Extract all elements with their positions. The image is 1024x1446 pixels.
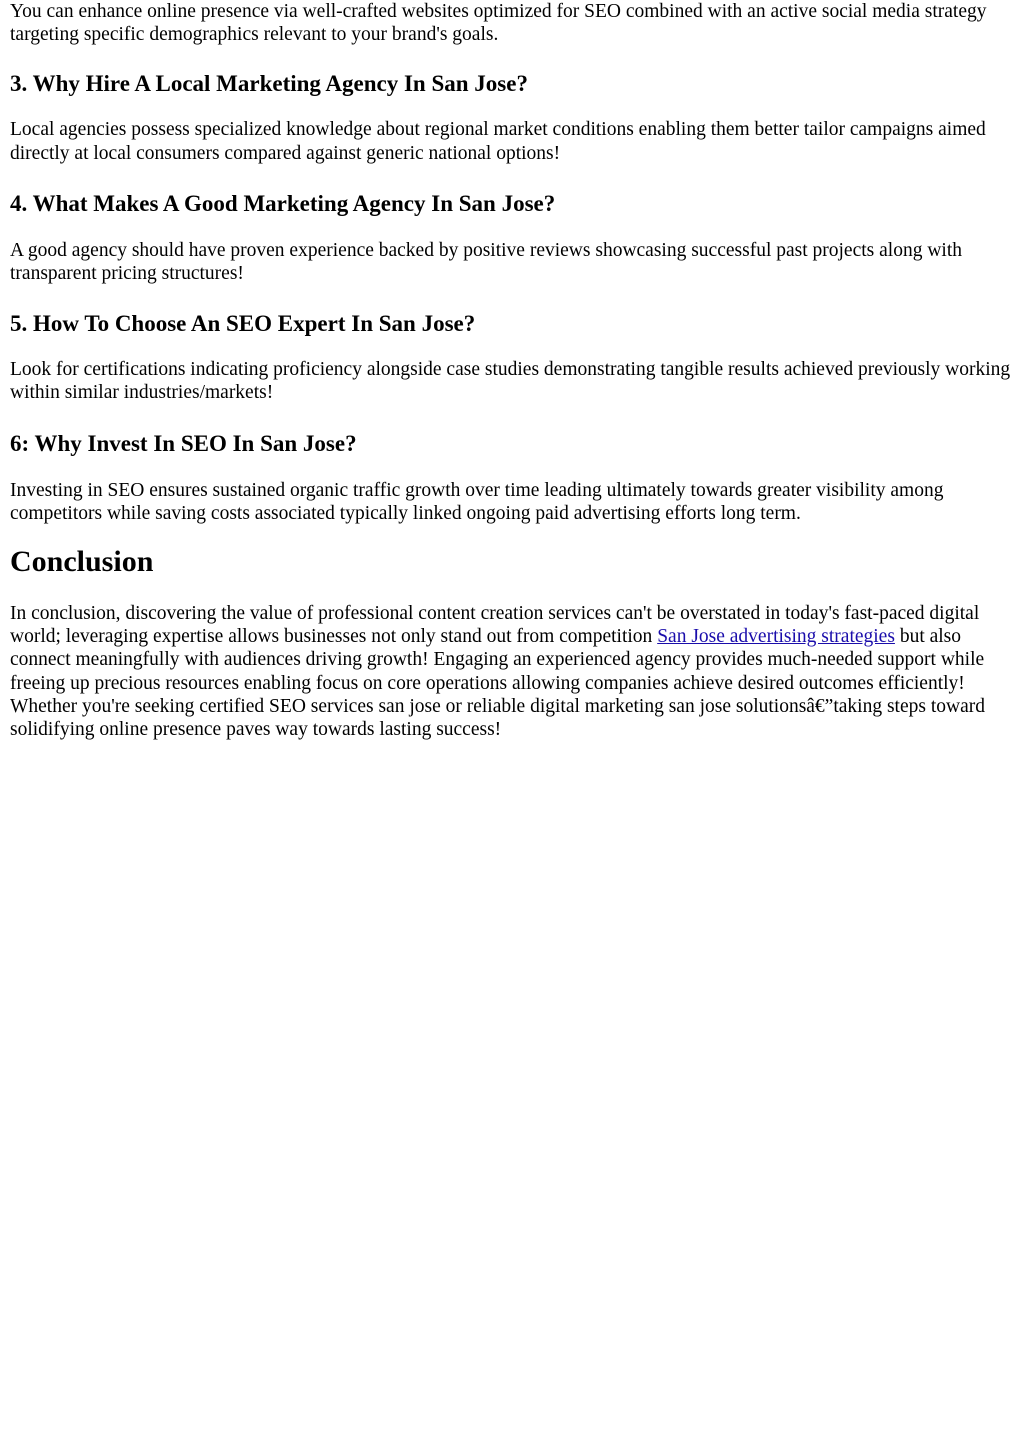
conclusion-text-before-link: In conclusion, discovering the value of professional content creation services can't be overstated in today's fast-paced digital world; leveraging expertise allows businesses not only stand out from competition — [10, 603, 980, 648]
faq-question-3: 3. Why Hire A Local Marketing Agency In San Jose? — [10, 71, 528, 97]
faq-answer-6: Investing in SEO ensures sustained organic traffic growth over time leading ultimately towards greater visibility among competitors while saving costs associated typically linked ongoing paid advertising efforts long term. — [10, 479, 944, 524]
faq-answer-4: A good agency should have proven experience backed by positive reviews showcasing successful past projects along with transparent pricing structures! — [10, 239, 962, 285]
conclusion-heading: Conclusion — [10, 545, 154, 579]
faq-answer-5: Look for certifications indicating proficiency alongside case studies demonstrating tangible results achieved previously working within similar industries/markets! — [10, 359, 1011, 404]
conclusion-text-after-link: but also connect meaningfully with audiences driving growth! Engaging an experienced agency provides much-needed support while freeing up precious resources enabling focus on core operations allowing companies achieve desired outcomes efficiently! Whether you're seeking certified SEO services san jose or reliable digital marketing san jose solutionsâ€”taking steps toward solidifying online presence paves way towards lasting success! — [10, 626, 985, 741]
faq-question-5: 5. How To Choose An SEO Expert In San Jose? — [10, 311, 476, 337]
faq-answer-3: Local agencies possess specialized knowledge about regional market conditions enabling them better tailor campaigns aimed directly at local consumers compared against generic national options! — [10, 119, 986, 164]
san-jose-advertising-strategies-link[interactable]: San Jose advertising strategies — [657, 626, 895, 648]
faq-question-6: 6: Why Invest In SEO In San Jose? — [10, 430, 357, 456]
intro-paragraph: You can enhance online presence via well-crafted websites optimized for SEO combined with an active social media strategy targeting specific demographics relevant to your brand's goals. — [10, 1, 987, 46]
conclusion-paragraph — [10, 602, 1014, 741]
faq-question-4: 4. What Makes A Good Marketing Agency In San Jose? — [10, 190, 556, 216]
